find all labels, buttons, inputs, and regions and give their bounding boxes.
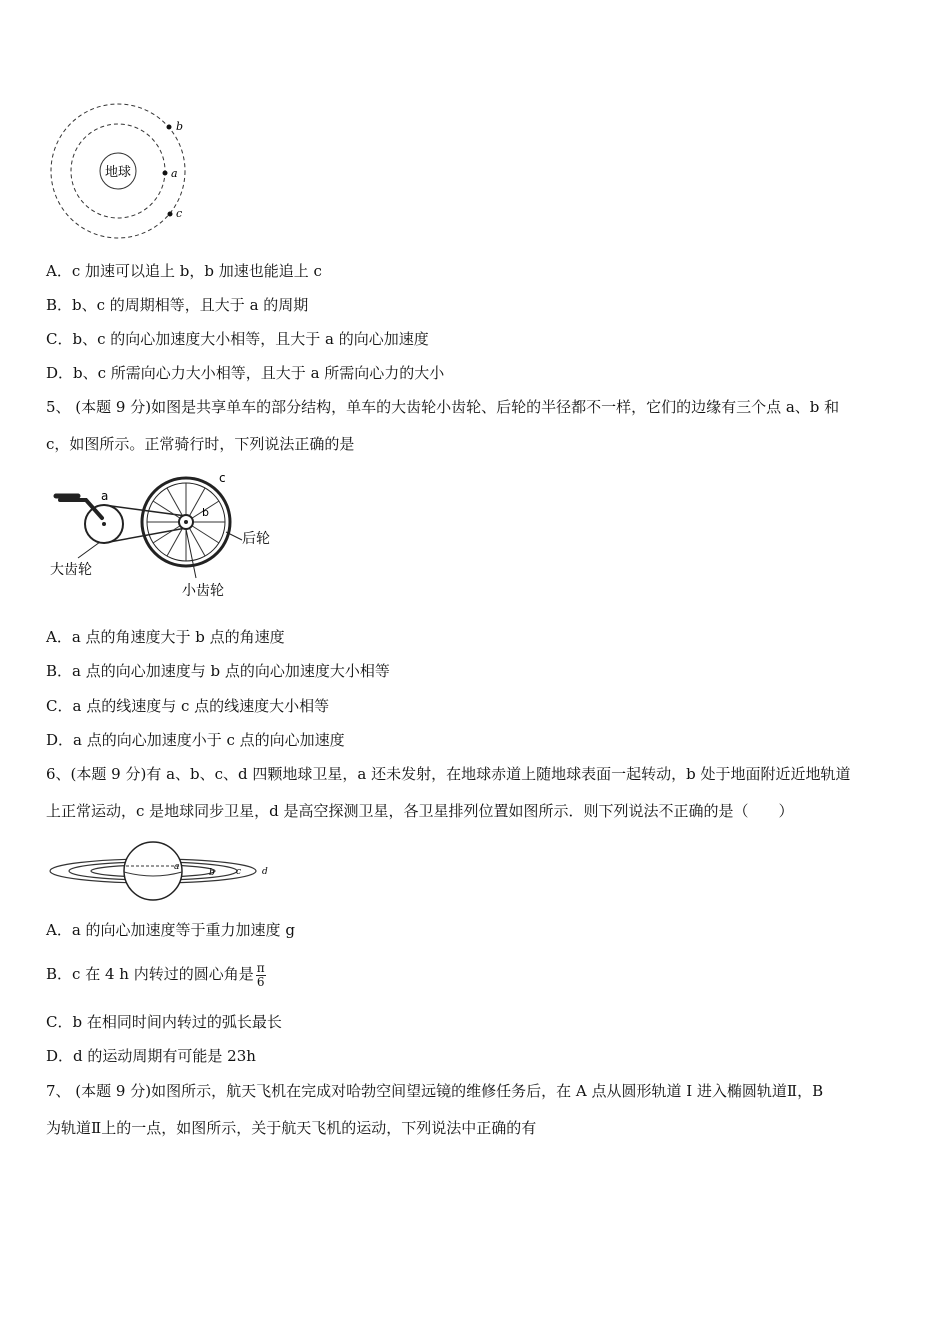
point-b-label: b — [202, 506, 209, 519]
fraction-numerator: π — [256, 960, 265, 975]
point-c-label: c — [219, 471, 226, 485]
point-a-label: a — [101, 489, 109, 503]
fraction-denominator: 6 — [256, 974, 265, 989]
q5-stem-line2: c，如图所示。正常骑行时，下列说法正确的是 — [46, 435, 355, 453]
q6-option-b-text: B．c 在 4 h 内转过的圆心角是 — [46, 965, 254, 983]
q7-stem-line2: 为轨道Ⅱ上的一点，如图所示，关于航天飞机的运动，下列说法中正确的有 — [46, 1119, 537, 1137]
satellite-diagram — [46, 836, 276, 906]
q4-option-a: A．c 加速可以追上 b，b 加速也能追上 c — [46, 262, 322, 280]
satellite-a-dot — [163, 171, 168, 176]
q5-option-a: A．a 点的角速度大于 b 点的角速度 — [46, 628, 285, 646]
q5-option-d: D．a 点的向心加速度小于 c 点的向心加速度 — [46, 731, 345, 749]
orbit-diagram — [46, 100, 206, 245]
pi-over-six-fraction — [256, 962, 266, 989]
satellite-a-label: a — [171, 167, 178, 180]
q6-option-b — [46, 954, 266, 994]
satellite-c-label: c — [176, 207, 183, 220]
satellite-d-label: d — [262, 867, 268, 877]
satellite-a-label: a — [174, 862, 180, 872]
q4-option-b: B．b、c 的周期相等，且大于 a 的周期 — [46, 296, 309, 314]
bicycle-diagram — [46, 470, 281, 600]
earth-label: 地球 — [104, 165, 132, 180]
q5-stem-line1: 5、 (本题 9 分)如图是共享单车的部分结构，单车的大齿轮小齿轮、后轮的半径都不一样，它们的边缘有三个点 a、b 和 — [46, 398, 840, 416]
pedal-crank — [60, 500, 102, 518]
q6-stem-line1: 6、(本题 9 分)有 a、b、c、d 四颗地球卫星，a 还未发射，在地球赤道上随地球表面一起转动，b 处于地面附近近地轨道 — [46, 765, 851, 783]
q5-option-b: B．a 点的向心加速度与 b 点的向心加速度大小相等 — [46, 662, 390, 680]
q6-option-d: D．d 的运动周期有可能是 23h — [46, 1047, 256, 1065]
q7-stem-line1: 7、 (本题 9 分)如图所示，航天飞机在完成对哈勃空间望远镜的维修任务后，在 A 点从圆形轨道 I 进入椭圆轨道Ⅱ，B — [46, 1082, 824, 1100]
satellite-c-dot — [168, 212, 173, 217]
big-gear-label: 大齿轮 — [50, 562, 92, 578]
q6-option-a: A．a 的向心加速度等于重力加速度 g — [46, 921, 295, 939]
q6-stem-line2: 上正常运动，c 是地球同步卫星，d 是高空探测卫星，各卫星排列位置如图所示．则下列说法不正确的是（ ） — [46, 802, 794, 820]
small-gear-label: 小齿轮 — [182, 583, 224, 599]
q6-option-c: C．b 在相同时间内转过的弧长最长 — [46, 1013, 282, 1031]
rear-wheel-label: 后轮 — [242, 531, 270, 547]
q5-option-c: C．a 点的线速度与 c 点的线速度大小相等 — [46, 697, 330, 715]
small-gear-axle — [184, 520, 188, 524]
q4-option-c: C．b、c 的向心加速度大小相等，且大于 a 的向心加速度 — [46, 330, 429, 348]
satellite-b-label: b — [176, 120, 184, 133]
satellite-c-label: c — [236, 867, 242, 877]
big-gear-pointer — [78, 542, 100, 558]
q4-option-d: D．b、c 所需向心力大小相等，且大于 a 所需向心力的大小 — [46, 364, 445, 382]
satellite-b-dot — [167, 125, 172, 130]
big-gear-axle — [102, 522, 106, 526]
satellite-b-label: b — [209, 868, 215, 878]
